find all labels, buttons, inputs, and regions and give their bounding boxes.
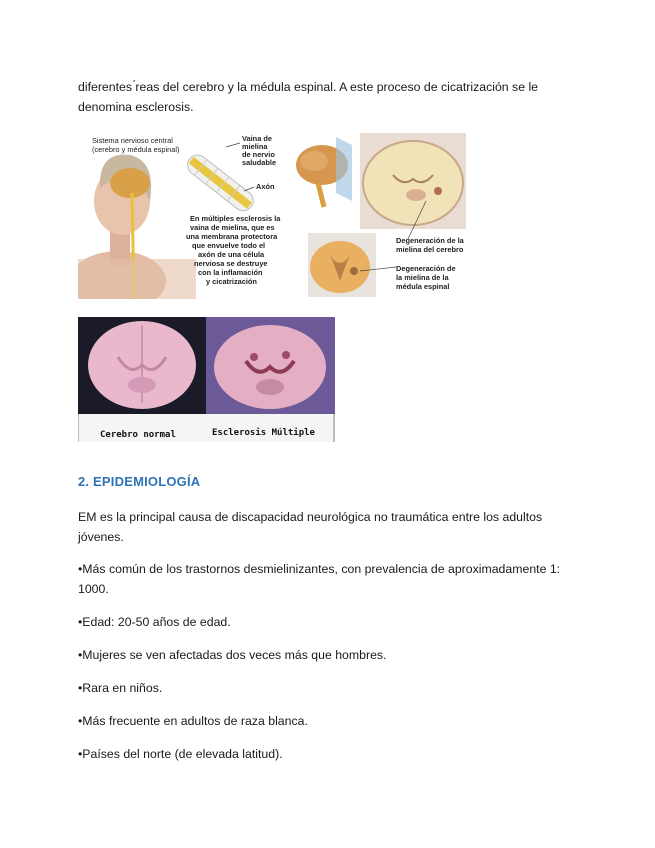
bullet-item-continuation: 1000. [78,582,109,596]
bullet-item: •Edad: 20-50 años de edad. [78,615,231,629]
label-ms-7: con la inflamación [198,268,263,277]
bullet-item: •Rara en niños. [78,681,163,695]
epidemiology-bullet-list [78,559,588,777]
label-brain-deg-1: Degeneración de la [396,236,464,245]
spinal-cord-section [308,233,376,297]
label-ms-6: nerviosa se destruye [194,259,268,268]
intro-paragraph [78,77,578,117]
section-heading-epidemiology: 2. EPIDEMIOLOGÍA [78,474,201,489]
label-sheath-2: mielina [242,142,268,151]
intro-line-1: diferentes ́reas del cerebro y la médula espinal. A este proceso de cicatrización se le [78,80,539,94]
brain-comparison-figure [78,317,335,442]
woman-illustration [78,155,196,299]
label-ms-1: En múltiples esclerosis la [190,214,281,223]
brain-coronal-section [360,133,466,229]
label-cord-deg-3: médula espinal [396,282,450,291]
label-ms-4: que envuelve todo el [192,241,266,250]
caption-normal-brain: Cerebro normal [100,430,176,440]
label-ms-8: y cicatrización [206,277,257,286]
brain-section-plane-illustration [296,137,352,207]
label-axon: Axón [256,182,275,191]
intro-line-2: denomina esclerosis. [78,100,194,114]
label-sheath-1: Vaina de [242,134,272,143]
label-cord-deg-2: la mielina de la [396,273,449,282]
bullet-item: •Más frecuente en adultos de raza blanca. [78,714,308,728]
label-cns-2: (cerebro y médula espinal) [92,145,180,154]
caption-ms-brain: Esclerosis Múltiple [212,428,315,438]
label-ms-3: una membrana protectora [186,232,278,241]
normal-brain-image [88,321,196,409]
label-cord-deg-1: Degeneración de [396,264,456,273]
bullet-item: •Países del norte (de elevada latitud). [78,747,283,761]
epidemiology-paragraph [78,507,578,547]
bullet-item: •Más común de los trastornos desmielinizantes, con prevalencia de aproximadamente 1: [78,562,561,576]
label-ms-5: axón de una célula [198,250,265,259]
label-ms-2: vaina de mielina, que es [190,223,275,232]
epidemiology-line-1: EM es la principal causa de discapacidad neurológica no traumática entre los adultos [78,510,543,524]
epidemiology-line-2: jóvenes. [78,530,124,544]
label-sheath-4: saludable [242,158,277,167]
ms-brain-image [214,325,326,409]
label-sheath-3: de nervio [242,150,275,159]
label-brain-deg-2: mielina del cerebro [396,245,464,254]
ms-illustration-figure [78,131,468,299]
label-cns-1: Sistema nervioso central [92,136,173,145]
bullet-item: •Mujeres se ven afectadas dos veces más que hombres. [78,648,387,662]
